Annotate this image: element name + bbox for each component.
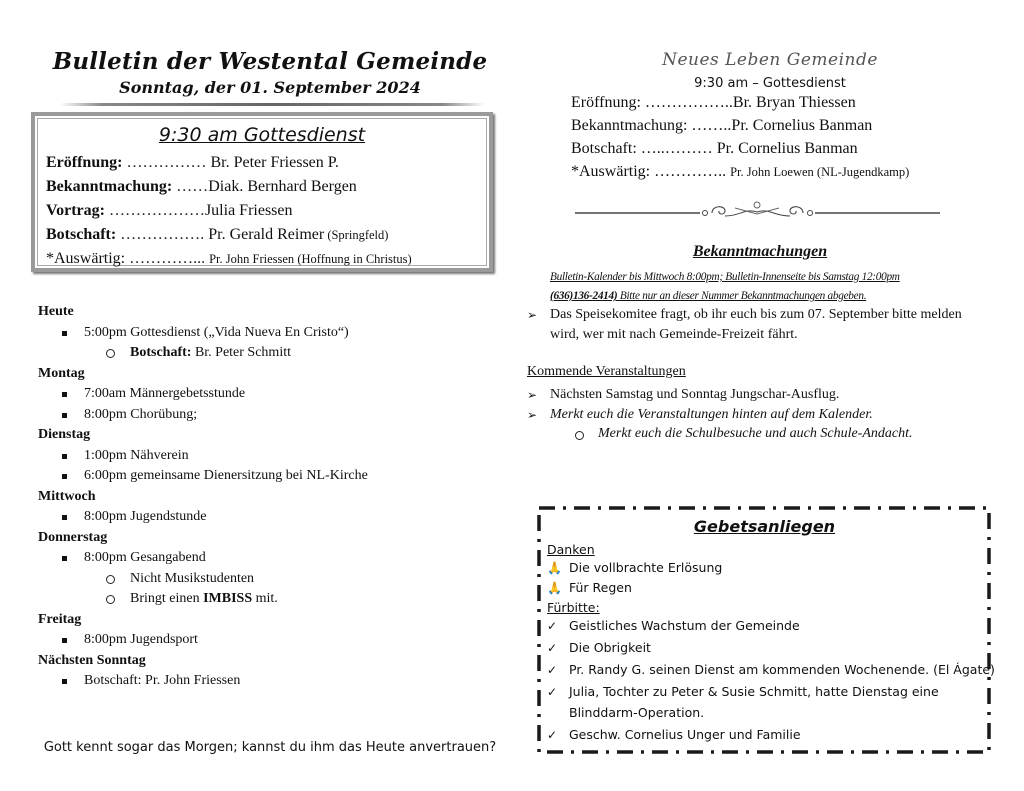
square-bullet-icon	[62, 331, 67, 336]
schedule-event: 7:00am Männergebetsstunde	[38, 384, 468, 405]
service-person: Pr. John Loewen	[730, 165, 814, 179]
arrow-bullet-icon: ➢	[527, 388, 538, 402]
service-row	[46, 154, 339, 172]
arrow-bullet-icon: ➢	[527, 408, 538, 422]
bulletin-date: Sonntag, der 01. September 2024	[119, 78, 421, 97]
square-bullet-icon	[62, 679, 67, 684]
announcements-heading: Bekanntmachungen	[692, 243, 828, 260]
day-heading: Donnerstag	[38, 529, 108, 545]
service-row	[46, 226, 388, 244]
service-role: Vortrag:	[46, 202, 105, 219]
schedule-event: Botschaft: Pr. John Friessen	[38, 671, 468, 692]
service-role: Botschaft:	[46, 226, 117, 243]
weekly-schedule	[38, 302, 468, 692]
service-row	[571, 117, 872, 135]
service-person: Julia Friessen	[204, 202, 293, 219]
footer-quote: Gott kennt sogar das Morgen; kannst du ihm das Heute anvertrauen?	[43, 740, 497, 755]
intercession-heading: Fürbitte:	[547, 600, 600, 615]
intercession-item: ✓ Die Obrigkeit	[547, 637, 651, 659]
square-bullet-icon	[62, 454, 67, 459]
service-person: Pr. John Friessen	[209, 252, 295, 266]
service-role: Eröffnung:	[46, 154, 123, 171]
schedule-event: 8:00pm Gesangabend	[38, 548, 468, 569]
intercession-item-continuation: Blinddarm-Operation.	[569, 705, 705, 720]
service-row	[46, 250, 412, 268]
service-person: Pr. Cornelius Banman	[731, 117, 873, 134]
schedule-event: 5:00pm Gottesdienst („Vida Nueva En Cristo“)	[38, 323, 468, 344]
schedule-event: 6:00pm gemeinsame Dienersitzung bei NL-Kirche	[38, 466, 468, 487]
square-bullet-icon	[62, 413, 67, 418]
checkmark-icon: ✓	[547, 685, 558, 699]
service-box	[31, 112, 493, 272]
dot-leader: ……………	[122, 154, 207, 171]
circle-bullet-icon	[106, 575, 115, 584]
service-person: Pr. Cornelius Banman	[716, 140, 858, 157]
service-box-title: 9:30 am Gottesdienst	[158, 124, 366, 146]
announcement-item: ➢ Das Speisekomitee fragt, ob ihr euch bis zum 07. September bitte melden wird, wer mit nach Gemeinde-Freizeit fährt.	[527, 307, 962, 342]
event-item: ➢ Nächsten Samstag und Sonntag Jungschar-Ausflug.	[527, 385, 987, 405]
dot-leader: ……………..	[640, 94, 733, 111]
day-heading: Nächsten Sonntag	[38, 652, 146, 668]
dot-leader: ……	[172, 178, 209, 195]
intercession-item: ✓ Geistliches Wachstum der Gemeinde	[547, 615, 800, 637]
service-role: Bekanntmachung:	[46, 178, 173, 195]
checkmark-icon: ✓	[547, 728, 558, 742]
dot-leader: ……..	[687, 117, 732, 134]
day-heading: Dienstag	[38, 427, 91, 442]
schedule-event: 8:00pm Jugendstunde	[38, 507, 468, 528]
service-person: Diak. Bernhard Bergen	[208, 178, 357, 195]
square-bullet-icon	[62, 515, 67, 520]
service-row	[571, 140, 858, 158]
upcoming-events-heading: Kommende Veranstaltungen	[527, 364, 686, 379]
thanks-heading: Danken	[547, 542, 595, 557]
service-row	[46, 202, 293, 220]
thanks-item: 🙏 Für Regen	[547, 577, 632, 599]
schedule-event: 1:00pm Nähverein	[38, 446, 468, 467]
day-heading: Montag	[38, 365, 85, 381]
intercession-item: ✓ Geschw. Cornelius Unger und Familie	[547, 724, 801, 746]
arrow-bullet-icon: ➢	[527, 308, 538, 322]
circle-bullet-icon	[106, 349, 115, 358]
square-bullet-icon	[62, 556, 67, 561]
service-role: Botschaft:	[571, 140, 637, 157]
schedule-event: 8:00pm Chorübung;	[38, 405, 468, 426]
service-row	[571, 163, 909, 181]
square-bullet-icon	[62, 392, 67, 397]
praying-hands-icon: 🙏	[547, 561, 562, 575]
thanks-item: 🙏 Die vollbrachte Erlösung	[547, 557, 722, 579]
bulletin-title: Bulletin der Westental Gemeinde	[52, 48, 488, 75]
service-role: Bekanntmachung:	[571, 117, 688, 134]
service-subtitle: 9:30 am – Gottesdienst	[694, 76, 846, 91]
day-heading: Freitag	[38, 611, 82, 627]
dot-leader: …………….	[116, 226, 205, 243]
church-title: Neues Leben Gemeinde	[662, 50, 878, 70]
checkmark-icon: ✓	[547, 641, 558, 655]
square-bullet-icon	[62, 474, 67, 479]
service-role: *Auswärtig:	[571, 163, 651, 180]
schedule-event: 8:00pm Jugendsport	[38, 630, 468, 651]
service-row	[46, 178, 357, 196]
service-role: Eröffnung:	[571, 94, 641, 111]
service-note: (NL-Jugendkamp)	[813, 165, 910, 179]
praying-hands-icon: 🙏	[547, 581, 562, 595]
title-underline	[60, 103, 485, 106]
intercession-item: ✓ Pr. Randy G. seinen Dienst am kommenden Wochenende. (El Ágate)	[547, 659, 995, 681]
dot-leader: …..………	[636, 140, 713, 157]
schedule-subitem: Botschaft: Br. Peter Schmitt	[38, 343, 468, 364]
service-note: (Hoffnung in Christus)	[294, 252, 412, 266]
checkmark-icon: ✓	[547, 663, 558, 677]
event-item: ➢ Merkt euch die Veranstaltungen hinten auf dem Kalender.	[527, 405, 987, 425]
schedule-subitem: Nicht Musikstudenten	[38, 569, 468, 590]
service-person: Br. Bryan Thiessen	[732, 94, 856, 111]
prayer-title: Gebetsanliegen	[693, 517, 836, 536]
circle-bullet-icon	[106, 595, 115, 604]
service-note: (Springfeld)	[324, 228, 389, 242]
service-person: Pr. Gerald Reimer	[208, 226, 325, 243]
service-person: Br. Peter Friessen P.	[210, 154, 339, 171]
service-row	[571, 94, 856, 112]
phone-number: (636)136-2414)	[550, 290, 618, 302]
checkmark-icon: ✓	[547, 619, 558, 633]
square-bullet-icon	[62, 638, 67, 643]
intercession-item: ✓ Julia, Tochter zu Peter & Susie Schmitt, hatte Dienstag eine	[547, 681, 939, 703]
schedule-subitem: Bringt einen IMBISS mit.	[38, 589, 468, 610]
dot-leader: …………..	[650, 163, 727, 180]
service-role: *Auswärtig:	[46, 250, 126, 267]
dot-leader: ………………	[104, 202, 205, 219]
ornamental-divider-icon	[575, 200, 940, 224]
circle-bullet-icon	[575, 431, 584, 440]
day-heading: Mittwoch	[38, 488, 96, 504]
event-subitem: Merkt euch die Schulbesuche und auch Schule-Andacht.	[575, 426, 913, 442]
day-heading: Heute	[38, 304, 74, 319]
prayer-requests-box	[537, 505, 995, 755]
announcements-deadline-note: Bulletin-Kalender bis Mittwoch 8:00pm; Bulletin-Innenseite bis Samstag 12:00pm (636)136-2414) Bitte nur an dieser Nummer Bekanntmachungen abgeben.	[550, 271, 900, 302]
dot-leader: …………...	[125, 250, 206, 267]
